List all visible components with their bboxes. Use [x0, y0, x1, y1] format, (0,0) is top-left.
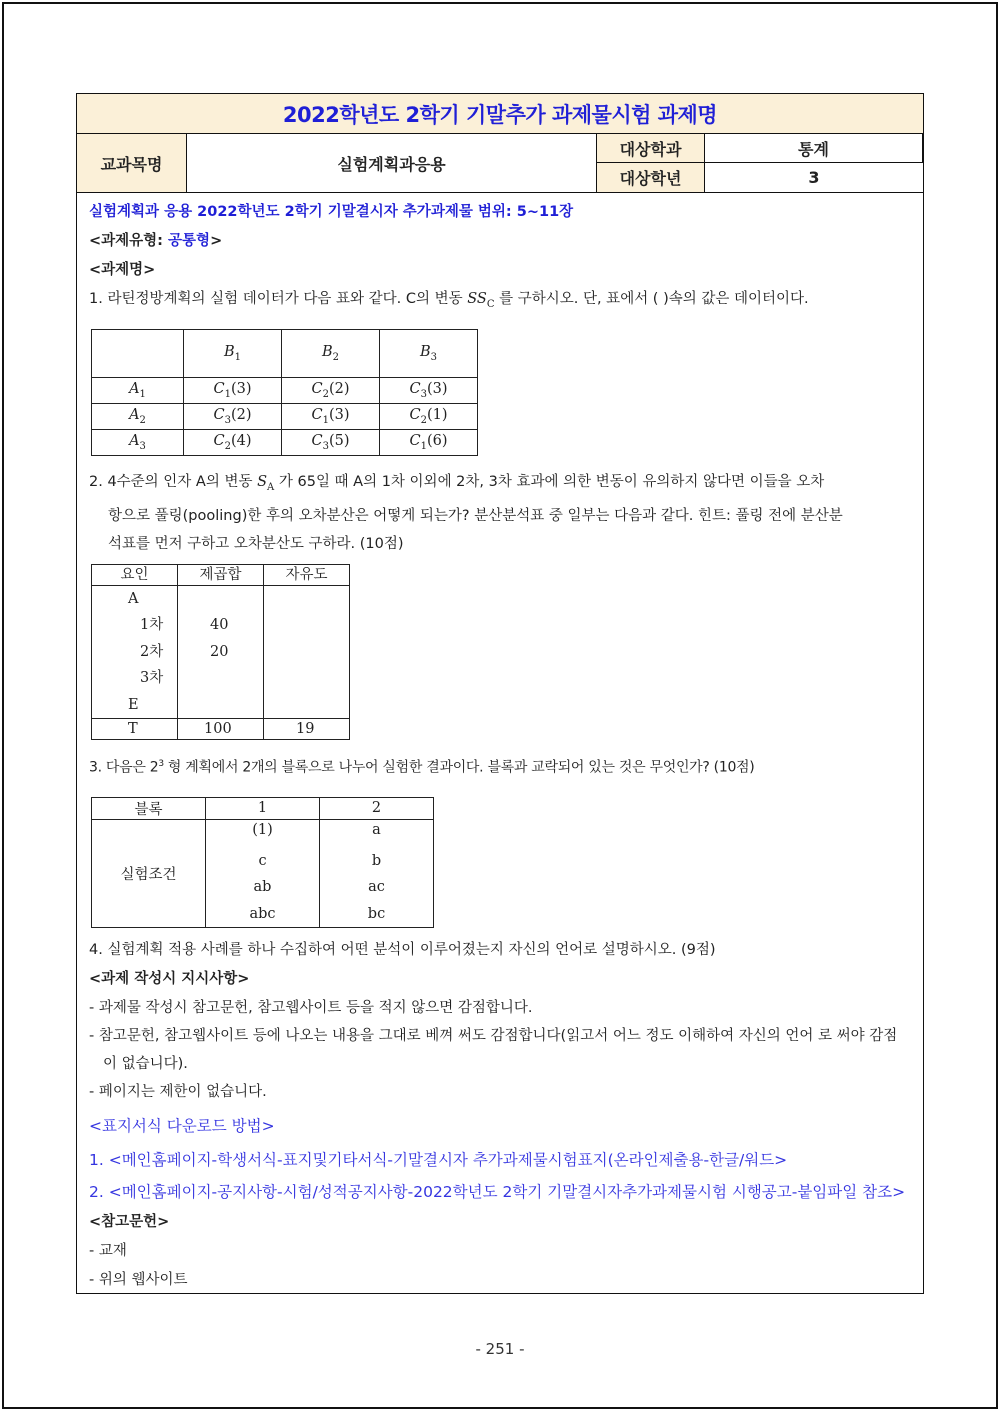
condition: bc: [367, 905, 386, 922]
col-sub: 3: [430, 351, 438, 363]
dept-label: 대상학과: [597, 134, 705, 163]
ss-symbol-main: SS: [467, 291, 487, 307]
sum-error: [178, 692, 263, 719]
latin-header-row: [92, 329, 478, 377]
cell-sub: 3: [322, 440, 329, 452]
download-item[interactable]: 1. <메인홈페이지-학생서식-표지및기타서식-기말결시자 추가과제물시험표지(온라인제출용-한글/워드>: [89, 1151, 788, 1170]
anova-header: 자유도: [264, 564, 350, 585]
total-sum: 100: [178, 719, 264, 740]
reference-item: - 교재: [89, 1243, 127, 1260]
grade-value: 3: [808, 168, 820, 187]
latin-cell: [184, 377, 282, 403]
grade-label: 대상학년: [597, 163, 705, 192]
latin-cell: [380, 377, 478, 403]
col-main: B: [223, 343, 235, 360]
cell-value: (3): [426, 380, 448, 397]
question-2: [89, 468, 913, 558]
type-label: <과제유형:: [89, 233, 169, 249]
q2-text-after: 가 65일 때 A의 1차 이외에 2차, 3차 효과에 의한 변동이 유의하지 않다면 이들을 오차: [274, 473, 825, 490]
question-3: [89, 750, 913, 783]
latin-corner-cell: [92, 329, 184, 377]
download-item[interactable]: 2. <메인홈페이지-공지사항-시험/성적공지사항-2022학년도 2학기 기말결시자추가과제물시험 시행공고-붙임파일 참조>: [89, 1183, 906, 1202]
reference-item: - 위의 웹사이트: [89, 1272, 188, 1289]
anova-factor-column: [92, 585, 178, 719]
latin-cell: [282, 403, 380, 429]
anova-body-row: [92, 585, 350, 719]
latin-col-header: [184, 329, 282, 377]
condition: ac: [368, 879, 385, 896]
cell-value: (5): [328, 432, 350, 449]
row-sub: 2: [139, 414, 146, 426]
type-value: 공통형: [168, 233, 211, 249]
cell-sub: 1: [322, 414, 329, 426]
factor-a: A: [128, 590, 139, 607]
latin-cell: [184, 429, 282, 455]
cell-main: C: [213, 406, 225, 423]
assignment-document: [76, 93, 924, 1294]
condition: c: [258, 852, 267, 869]
block-2-header: 2: [320, 797, 434, 819]
ss-symbol-sub: C: [486, 298, 495, 310]
condition: b: [371, 852, 382, 869]
scope-line: 실험계획과 응용 2022학년도 2학기 기말결시자 추가과제물 범위: 5~11장: [89, 204, 574, 220]
latin-row-header: [92, 429, 184, 455]
sa-symbol: [257, 473, 275, 493]
cell-value: (2): [230, 406, 252, 423]
factor-error: E: [128, 696, 139, 713]
latin-cell: [380, 429, 478, 455]
latin-cell: [282, 429, 380, 455]
latin-cell: [184, 403, 282, 429]
row-main: A: [129, 406, 140, 423]
anova-table: [91, 564, 350, 741]
latin-col-header: [282, 329, 380, 377]
q1-text-after: 를 구하시오. 단, 표에서 ( )속의 값은 데이터이다.: [494, 291, 809, 307]
document-title: 2022학년도 2학기 기말추가 과제물시험 과제명: [77, 94, 923, 134]
condition: (1): [252, 821, 273, 838]
sum-linear: 40: [210, 617, 229, 634]
row-main: A: [129, 432, 140, 449]
block-header-label: 블록: [92, 797, 206, 819]
factor-quadratic: 2차: [140, 643, 164, 660]
question-1: [89, 285, 913, 319]
assignment-type: [89, 227, 913, 256]
block-1-conditions: [206, 819, 320, 928]
latin-row: [92, 403, 478, 429]
cell-value: (1): [426, 406, 448, 423]
dept-value: 통계: [705, 134, 923, 163]
latin-row-header: [92, 403, 184, 429]
anova-df-column: [264, 585, 350, 719]
cell-sub: 2: [420, 414, 427, 426]
latin-row-header: [92, 377, 184, 403]
q2-line-1: [89, 468, 913, 502]
q2-line-2: 항으로 풀링(pooling)한 후의 오차분산은 어떻게 되는가? 분산분석표 중 일부는 다음과 같다. 힌트: 풀링 전에 분산분: [108, 507, 843, 524]
cell-main: C: [409, 432, 421, 449]
q1-text-before: 1. 라틴정방계획의 실험 데이터가 다음 표와 같다. C의 변동: [89, 291, 468, 307]
document-body: [77, 193, 923, 1295]
anova-sum-column: [178, 585, 264, 719]
block-body-row: [92, 819, 434, 928]
cell-value: (3): [328, 406, 350, 423]
cell-main: C: [409, 380, 421, 397]
q3-text-before: 3. 다음은 2: [89, 759, 159, 776]
condition: a: [372, 821, 381, 838]
instruction-item: - 참고문헌, 참고웹사이트 등에 나오는 내용을 그대로 베껴 써도 감점합니다(읽고서 어느 정도 이해하여 자신의 언어 로 써야 감점이 없습니다).: [89, 1028, 898, 1073]
task-heading: <과제명>: [89, 262, 156, 278]
course-value: 실험계획과응용: [187, 134, 597, 192]
ss-symbol: [467, 291, 495, 310]
instructions-heading: <과제 작성시 지시사항>: [89, 971, 250, 988]
sa-symbol-sub: A: [267, 481, 275, 493]
latin-square-table: [91, 329, 478, 456]
question-4: 4. 실험계획 적용 사례를 하나 수집하여 어떤 분석이 이루어졌는지 자신의 언어로 설명하시오. (9점): [89, 942, 716, 959]
cell-value: (6): [426, 432, 448, 449]
anova-total-row: [92, 719, 350, 740]
cell-value: (2): [328, 380, 350, 397]
download-heading: <표지서식 다운로드 방법>: [89, 1117, 275, 1136]
block-1-header: 1: [206, 797, 320, 819]
sum-cubic: [178, 665, 263, 692]
cell-value: (4): [230, 432, 252, 449]
cell-main: C: [311, 406, 323, 423]
latin-row: [92, 377, 478, 403]
row-sub: 3: [139, 440, 146, 452]
cell-value: (3): [230, 380, 252, 397]
condition: abc: [249, 905, 276, 922]
cell-sub: 3: [420, 388, 427, 400]
cell-sub: 1: [420, 440, 427, 452]
cell-main: C: [311, 432, 323, 449]
col-main: B: [321, 343, 333, 360]
cell-main: C: [311, 380, 323, 397]
cell-main: C: [213, 380, 225, 397]
col-sub: 2: [332, 351, 340, 363]
block-header-row: [92, 797, 434, 819]
factor-cubic: 3차: [140, 670, 164, 687]
sa-symbol-main: S: [257, 473, 268, 490]
sum-a: [178, 586, 263, 613]
row-sub: 1: [139, 388, 146, 400]
factor-linear: 1차: [140, 617, 164, 634]
col-main: B: [419, 343, 431, 360]
latin-cell: [380, 403, 478, 429]
condition: ab: [253, 879, 272, 896]
q3-text-after: 형 계획에서 2개의 블록으로 나누어 실험한 결과이다. 블록과 교락되어 있는 것은 무엇인가? (10점): [163, 759, 755, 776]
cell-sub: 1: [224, 388, 231, 400]
col-sub: 1: [234, 351, 242, 363]
cell-main: C: [409, 406, 421, 423]
page-number: - 251 -: [475, 1340, 525, 1358]
q2-line-3: 석표를 먼저 구하고 오차분산도 구하라. (10점): [108, 535, 404, 552]
references-heading: <참고문헌>: [89, 1214, 170, 1231]
course-label: 교과목명: [77, 134, 187, 192]
conditions-label: 실험조건: [92, 819, 206, 928]
cell-sub: 2: [224, 440, 231, 452]
latin-col-header: [380, 329, 478, 377]
latin-cell: [282, 377, 380, 403]
q3-superscript: 3: [158, 759, 164, 770]
cell-main: C: [213, 432, 225, 449]
anova-header: 제곱합: [178, 564, 264, 585]
total-df: 19: [264, 719, 350, 740]
cell-sub: 3: [224, 414, 231, 426]
anova-header: 요인: [92, 564, 178, 585]
type-close: >: [210, 233, 223, 249]
cell-sub: 2: [322, 388, 329, 400]
row-main: A: [129, 380, 140, 397]
block-table: [91, 797, 434, 929]
latin-row: [92, 429, 478, 455]
q2-text-before: 2. 4수준의 인자 A의 변동: [89, 473, 258, 490]
instruction-item: - 과제물 작성시 참고문헌, 참고웹사이트 등을 적지 않으면 감점합니다.: [89, 1000, 533, 1017]
instruction-item: - 페이지는 제한이 없습니다.: [89, 1084, 267, 1101]
info-table: [77, 134, 923, 193]
anova-header-row: [92, 564, 350, 585]
total-label: T: [92, 719, 178, 740]
sum-quadratic: 20: [210, 643, 229, 660]
block-2-conditions: [320, 819, 434, 928]
